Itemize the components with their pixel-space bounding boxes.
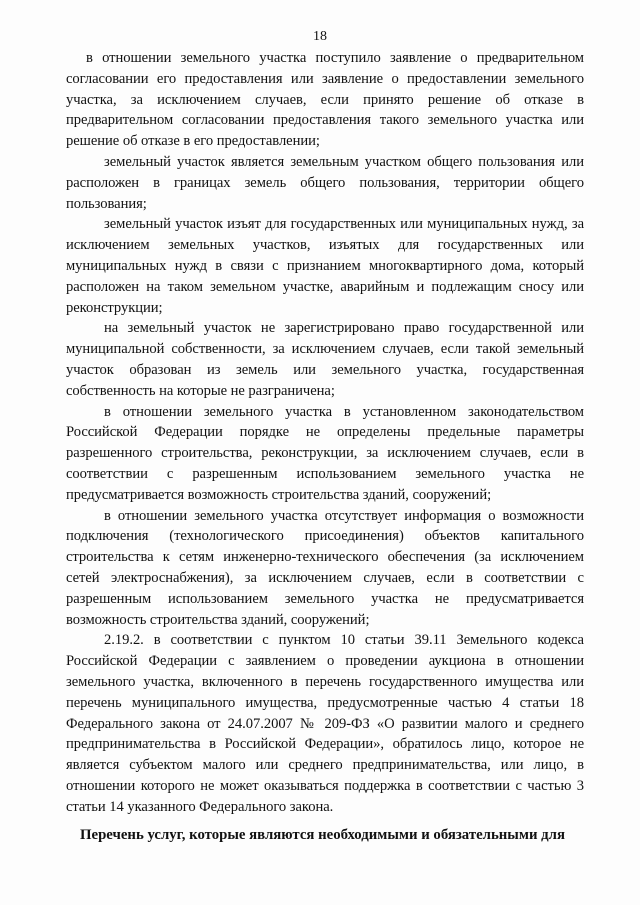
document-body	[66, 48, 584, 817]
paragraph-utility-connection: в отношении земельного участка отсутствует информация о возможности подключения (технологического присоединения) объектов капитального строительства к сетям инженерно-технического обеспечения (за исключением сетей электроснабжения), за исключением случаев, если в соответствии с разрешенным использованием земельного участка не предусматривается возможность строительства зданий, сооружений;	[66, 507, 584, 628]
page-number: 18	[313, 29, 327, 44]
section-heading: Перечень услуг, которые являются необходимыми и обязательными для	[80, 827, 565, 843]
paragraph-unregistered-ownership: на земельный участок не зарегистрировано право государственной или муниципальной собственности, за исключением случаев, если такой земельный участок образован из земель или земельного участка, государственная собственность на которые не разграничена;	[66, 320, 584, 399]
paragraph-clause-2-19-2: 2.19.2. в соответствии с пунктом 10 статьи 39.11 Земельного кодекса Российской Федерации с заявлением о проведении аукциона в отношении земельного участка, включенного в перечень государственного имущества или перечень муниципального имущества, предусмотренные частью 4 статьи 18 Федерального закона от 24.07.2007 № 209-ФЗ «О развитии малого и среднего предпринимательства в Российской Федерации», обратилось лицо, которое не является субъектом малого или среднего предпринимательства, или лицо, в отношении которого не может оказываться поддержка в соответствии с частью 3 статьи 14 указанного Федерального закона.	[66, 632, 584, 815]
paragraph-application-pending: в отношении земельного участка поступило заявление о предварительном согласовании его предоставления или заявление о предоставлении земельного участка, за исключением случаев, если принято решение об отказе в предварительном согласовании предоставления такого земельного участка или решение об отказе в его предоставлении;	[66, 50, 584, 150]
paragraph-common-use-land: земельный участок является земельным участком общего пользования или расположен в границах земель общего пользования, территории общего пользования;	[66, 153, 584, 212]
paragraph-construction-parameters: в отношении земельного участка в установленном законодательством Российской Федерации порядке не определены предельные параметры разрешенного строительства, реконструкции, за исключением случаев, если в соответствии с разрешенным использованием земельного участка не предусматривается возможность строительства зданий, сооружений;	[66, 403, 584, 503]
paragraph-seized-land: земельный участок изъят для государственных или муниципальных нужд, за исключением земельных участков, изъятых для государственных или муниципальных нужд в связи с признанием многоквартирного дома, который расположен на таком земельном участке, аварийным и подлежащим сносу или реконструкции;	[66, 216, 584, 316]
